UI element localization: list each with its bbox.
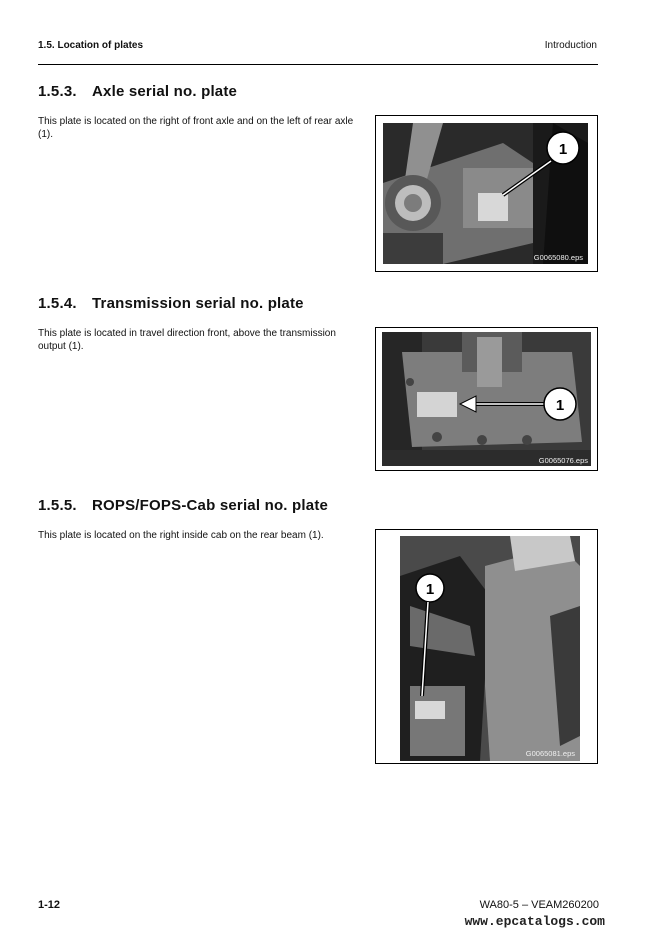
document-code: WA80-5 – VEAM260200 [479, 899, 599, 911]
section-number: 1.5.3. [38, 83, 77, 100]
section-title: ROPS/FOPS-Cab serial no. plate [92, 497, 329, 514]
running-header-section: 1.5. Location of plates [38, 40, 144, 51]
section-title: Axle serial no. plate [92, 83, 238, 100]
section-text-axle: This plate is located on the right of front axle and on the left of rear axle (1). [38, 116, 354, 140]
section-number: 1.5.5. [38, 497, 77, 514]
section-heading-axle [38, 83, 237, 100]
figure-axle-plate [375, 115, 598, 272]
callout-number: 1 [555, 397, 565, 414]
watermark-link[interactable]: www.epcatalogs.com [464, 914, 605, 929]
transmission-photo [382, 332, 591, 466]
section-title: Transmission serial no. plate [92, 295, 304, 312]
page-number: 1-12 [38, 899, 61, 911]
cab-photo [400, 536, 580, 761]
header-divider [38, 64, 598, 65]
callout-number: 1 [558, 141, 568, 158]
running-header-chapter: Introduction [544, 40, 597, 51]
section-text-rops-fops: This plate is located on the right inside cab on the rear beam (1). [38, 530, 324, 541]
figure-caption: G0065080.eps [533, 253, 583, 262]
section-heading-transmission [38, 295, 304, 312]
figure-caption: G0065076.eps [538, 456, 588, 465]
callout-number: 1 [425, 581, 435, 598]
figure-transmission-plate [375, 327, 598, 471]
figure-caption: G0065081.eps [525, 749, 575, 758]
section-number: 1.5.4. [38, 295, 77, 312]
figure-cab-plate [375, 529, 598, 764]
section-heading-rops-fops [38, 497, 328, 514]
axle-photo [383, 123, 588, 264]
section-text-transmission: This plate is located in travel direction front, above the transmission output (1). [38, 328, 336, 352]
